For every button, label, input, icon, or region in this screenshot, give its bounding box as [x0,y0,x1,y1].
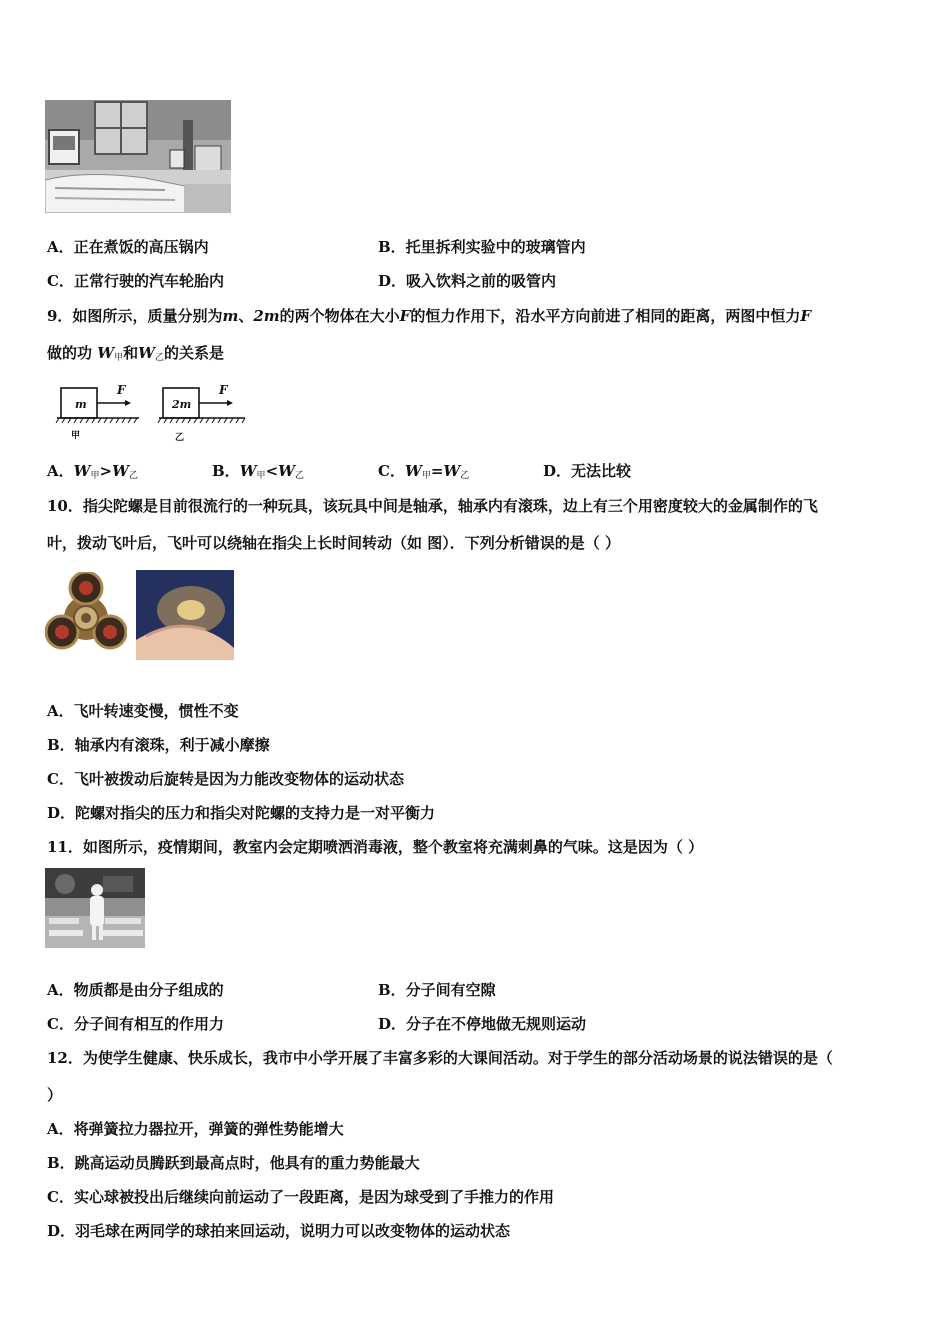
q10-stem-line1: 10．指尖陀螺是目前很流行的一种玩具，该玩具中间是轴承，轴承内有滚珠，边上有三个用密度较大的金属制作的飞 [47,497,818,515]
q10-option-c[interactable]: C．飞叶被拨动后旋转是因为力能改变物体的运动状态 [47,770,404,788]
q12-option-c[interactable]: C．实心球被投出后继续向前运动了一段距离，是因为球受到了手推力的作用 [47,1188,554,1206]
q9-option-a[interactable]: A．$W_甲>W_乙$ [47,462,138,481]
figure-label-yi: 乙 [175,433,185,443]
q9-option-c[interactable]: C．$W_甲=W_乙$ [378,462,470,481]
q8-option-b[interactable]: B．托里拆利实验中的玻璃管内 [378,238,586,256]
svg-text:F: F [219,383,228,397]
svg-text:2m: 2m [172,398,192,411]
q11-option-c[interactable]: C．分子间有相互的作用力 [47,1015,224,1033]
q12-option-a[interactable]: A．将弹簧拉力器拉开，弹簧的弹性势能增大 [47,1120,344,1138]
q11-option-a[interactable]: A．物质都是由分子组成的 [47,981,224,999]
q8-option-a[interactable]: A．正在煮饭的高压锅内 [47,238,209,256]
q11-option-d[interactable]: D．分子在不停地做无规则运动 [378,1015,587,1033]
svg-text:F: F [117,383,126,397]
q8-option-d[interactable]: D．吸入饮料之前的吸管内 [378,272,557,290]
q9-stem-line1: 9．如图所示，质量分别为m、2m的两个物体在大小F的恒力作用下，沿水平方向前进了相同的距离，两图中恒力F [47,307,811,325]
q9-force-diagram [55,380,255,446]
q10-option-d[interactable]: D．陀螺对指尖的压力和指尖对陀螺的支持力是一对平衡力 [47,804,436,822]
q11-option-b[interactable]: B．分子间有空隙 [378,981,496,999]
svg-text:m: m [75,398,87,411]
hospital-room-photo [45,100,231,213]
q9-stem-line2: 做的功 $W_甲$和$W_乙$的关系是 [47,344,225,363]
q8-option-c[interactable]: C．正常行驶的汽车轮胎内 [47,272,224,290]
force-figure-svg [55,380,255,446]
q12-stem-line1: 12．为使学生健康、快乐成长，我市中小学开展了丰富多彩的大课间活动。对于学生的部分活动场景的说法错误的是（ [47,1049,833,1067]
q12-option-b[interactable]: B．跳高运动员腾跃到最高点时，他具有的重力势能最大 [47,1154,420,1172]
fidget-spinner-photo [45,572,127,658]
q11-stem: 11．如图所示，疫情期间，教室内会定期喷洒消毒液，整个教室将充满刺鼻的气味。这是因为（ ） [47,838,704,856]
spinner-on-finger-photo [136,570,234,660]
q9-option-d[interactable]: D．无法比较 [543,462,632,480]
q9-option-b[interactable]: B．$W_甲<W_乙$ [212,462,305,481]
q12-option-d[interactable]: D．羽毛球在两同学的球拍来回运动，说明力可以改变物体的运动状态 [47,1222,511,1240]
q12-stem-line2: ） [47,1086,63,1104]
classroom-disinfection-photo [45,868,145,948]
figure-label-jia: 甲 [71,431,81,441]
q10-option-a[interactable]: A．飞叶转速变慢，惯性不变 [47,702,239,720]
q10-option-b[interactable]: B．轴承内有滚珠，利于减小摩擦 [47,736,270,754]
q10-stem-line2: 叶，拨动飞叶后，飞叶可以绕轴在指尖上长时间转动（如 图）．下列分析错误的是（ ） [47,534,620,552]
